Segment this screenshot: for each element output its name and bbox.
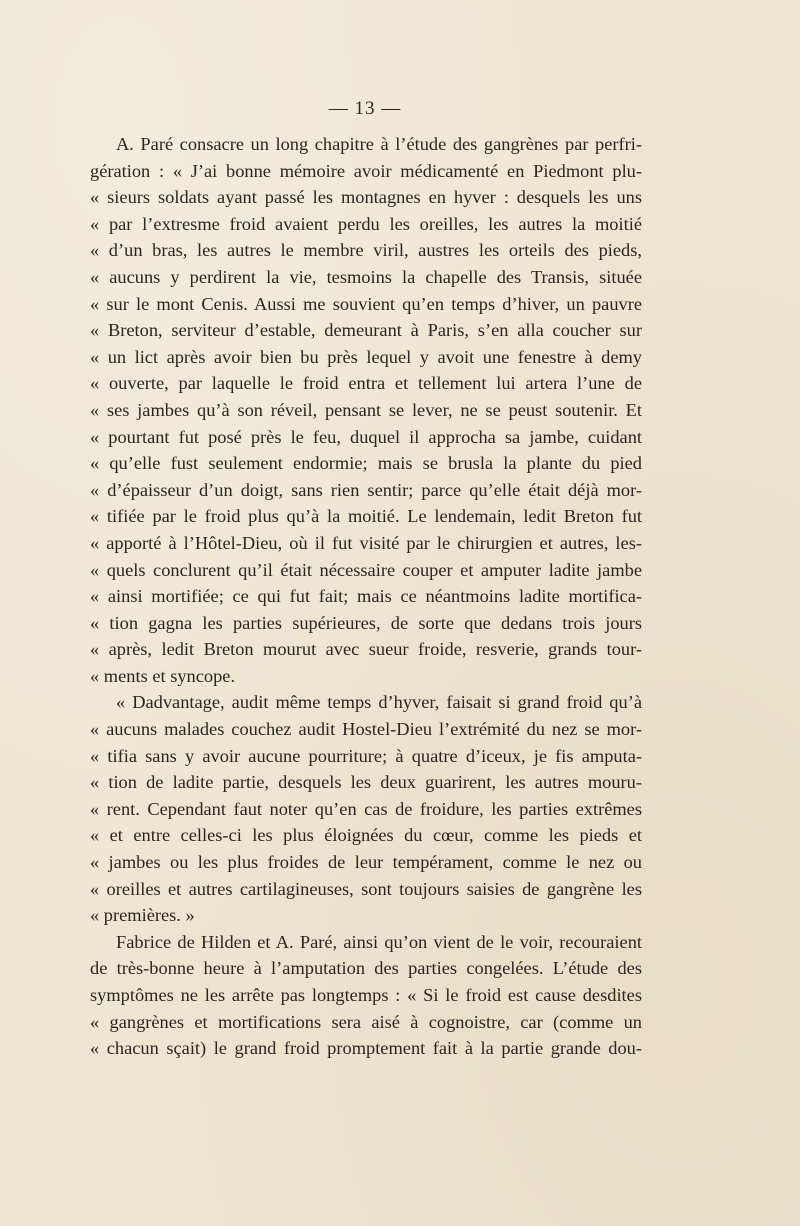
text-line: « rent. Cependant faut noter qu’en cas de froidure, les parties extrêmes bbox=[90, 798, 642, 819]
text-line: « oreilles et autres cartilagineuses, sont toujours saisies de gangrène les bbox=[90, 878, 642, 899]
text-line: « tifiée par le froid plus qu’à la moitié. Le lendemain, ledit Breton fut bbox=[90, 506, 642, 527]
text-line: « qu’elle fust seulement endormie; mais se brusla la plante du pied bbox=[90, 453, 642, 474]
text-line: « premières. » bbox=[90, 905, 195, 926]
text-line: « un lict après avoir bien bu près lequel y avoit une fenestre à demy bbox=[90, 346, 642, 367]
text-line: « quels conclurent qu’il était nécessaire couper et amputer ladite jambe bbox=[90, 559, 642, 580]
text-line: A. Paré consacre un long chapitre à l’étude des gangrènes par perfri- bbox=[116, 134, 642, 154]
text-line: « sur le mont Cenis. Aussi me souvient qu’en temps d’hiver, un pauvre bbox=[90, 293, 642, 314]
text-line: « tifia sans y avoir aucune pourriture; à quatre d’iceux, je fis amputa- bbox=[90, 745, 642, 766]
text-line: gération : « J’ai bonne mémoire avoir médicamenté en Piedmont plu- bbox=[90, 160, 642, 181]
text-line: de très-bonne heure à l’amputation des parties congelées. L’étude des bbox=[90, 958, 642, 979]
text-line: « par l’extresme froid avaient perdu les oreilles, les autres la moitié bbox=[90, 213, 642, 234]
body-text bbox=[90, 131, 642, 1062]
text-line: « sieurs soldats ayant passé les montagnes en hyver : desquels les uns bbox=[90, 187, 642, 208]
text-line: « gangrènes et mortifications sera aisé à cognoistre, car (comme un bbox=[90, 1011, 642, 1032]
text-line: « pourtant fut posé près le feu, duquel il approcha sa jambe, cuidant bbox=[90, 426, 642, 447]
text-line: « Dadvantage, audit même temps d’hyver, faisait si grand froid qu’à bbox=[116, 692, 642, 713]
text-line: « aucuns y perdirent la vie, tesmoins la chapelle des Transis, située bbox=[90, 266, 642, 287]
text-line: « chacun sçait) le grand froid promptement fait à la partie grande dou- bbox=[90, 1038, 642, 1059]
text-line: « ments et syncope. bbox=[90, 665, 236, 686]
text-line: « et entre celles-ci les plus éloignées du cœur, comme les pieds et bbox=[90, 825, 642, 846]
text-line: « apporté à l’Hôtel-Dieu, où il fut visité par le chirurgien et autres, les- bbox=[90, 532, 642, 553]
text-line: « ainsi mortifiée; ce qui fut fait; mais ce néantmoins ladite mortifica- bbox=[90, 586, 642, 607]
text-line: « aucuns malades couchez audit Hostel-Dieu l’extrémité du nez se mor- bbox=[90, 719, 642, 740]
text-line: symptômes ne les arrête pas longtemps : « Si le froid est cause desdites bbox=[90, 985, 642, 1005]
text-line: « jambes ou les plus froides de leur tempérament, comme le nez ou bbox=[90, 852, 642, 873]
text-line: « ses jambes qu’à son réveil, pensant se lever, ne se peust soutenir. Et bbox=[90, 399, 642, 420]
text-line: « ouverte, par laquelle le froid entra et tellement lui artera l’une de bbox=[90, 373, 642, 394]
page-number: — 13 — bbox=[328, 98, 402, 119]
text-line: « tion gagna les parties supérieures, de sorte que dedans trois jours bbox=[90, 612, 642, 633]
text-line: « d’épaisseur d’un doigt, sans rien sentir; parce qu’elle était déjà mor- bbox=[90, 479, 642, 500]
text-line: « d’un bras, les autres le membre viril, austres les orteils des pieds, bbox=[90, 240, 642, 261]
text-line: « après, ledit Breton mourut avec sueur froide, resverie, grands tour- bbox=[90, 639, 642, 660]
text-line: « Breton, serviteur d’estable, demeurant à Paris, s’en alla coucher sur bbox=[90, 320, 642, 341]
text-line: « tion de ladite partie, desquels les deux guarirent, les autres mouru- bbox=[90, 772, 642, 793]
text-line: Fabrice de Hilden et A. Paré, ainsi qu’on vient de le voir, recouraient bbox=[116, 931, 642, 952]
